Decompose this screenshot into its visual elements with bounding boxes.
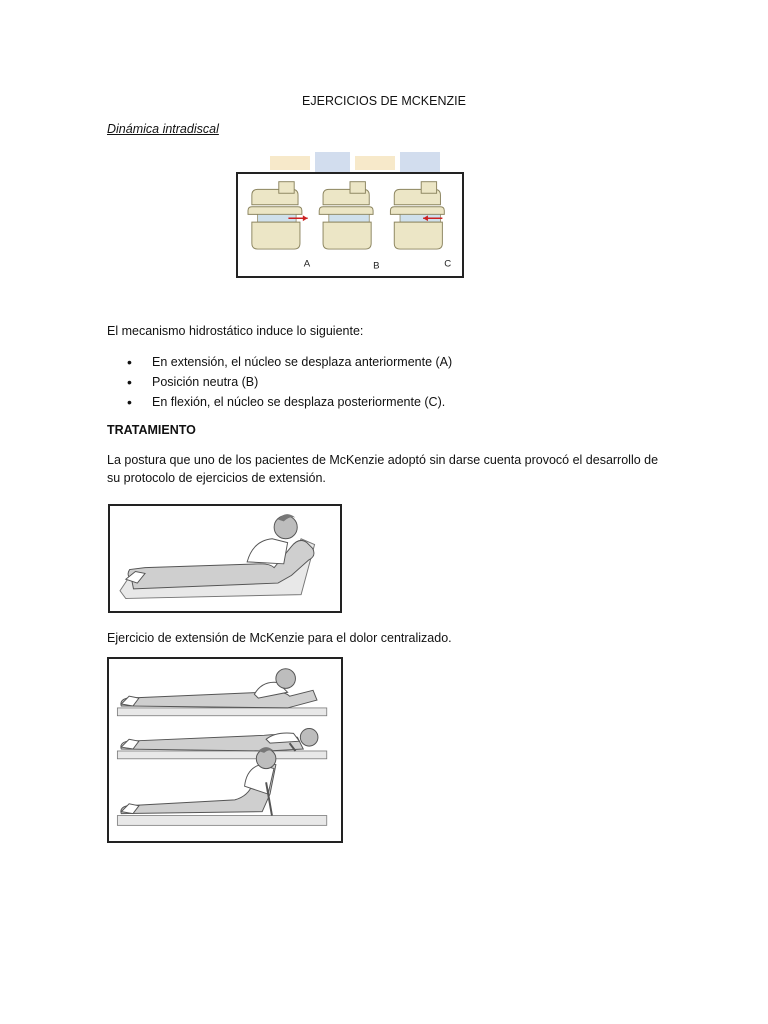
- extension-sequence-figure: [107, 657, 343, 843]
- step-prone: [117, 669, 326, 716]
- prone-on-elbows-figure: [108, 504, 342, 613]
- bullet-list: [107, 352, 452, 412]
- page-title: EJERCICIOS DE MCKENZIE: [302, 94, 466, 108]
- spine-label-c: C: [444, 258, 452, 270]
- vertebra-pair-a: [248, 182, 308, 249]
- step-press-half: [117, 728, 326, 758]
- spine-disc-figure: [236, 172, 464, 278]
- list-item: • En extensión, el núcleo se desplaza anteriormente (A): [107, 352, 452, 372]
- figure-caption: Ejercicio de extensión de McKenzie para el dolor centralizado.: [107, 631, 452, 645]
- body-paragraph: La postura que uno de los pacientes de McKenzie adoptó sin darse cuenta provocó el desarrollo de su protocolo de ejercicios de extensión.: [107, 453, 659, 485]
- list-item: • Posición neutra (B): [107, 372, 452, 392]
- vertebra-pair-b: [319, 182, 373, 249]
- list-item: • En flexión, el núcleo se desplaza posteriormente (C).: [107, 392, 452, 412]
- spine-label-b: B: [373, 260, 380, 272]
- section-heading: TRATAMIENTO: [107, 423, 196, 437]
- section-subtitle: Dinámica intradiscal: [107, 122, 219, 136]
- intro-text: El mecanismo hidrostático induce lo siguiente:: [107, 324, 364, 338]
- vertebra-pair-c: [390, 182, 444, 249]
- watermark-decoration: [270, 150, 440, 174]
- spine-label-a: A: [303, 258, 311, 270]
